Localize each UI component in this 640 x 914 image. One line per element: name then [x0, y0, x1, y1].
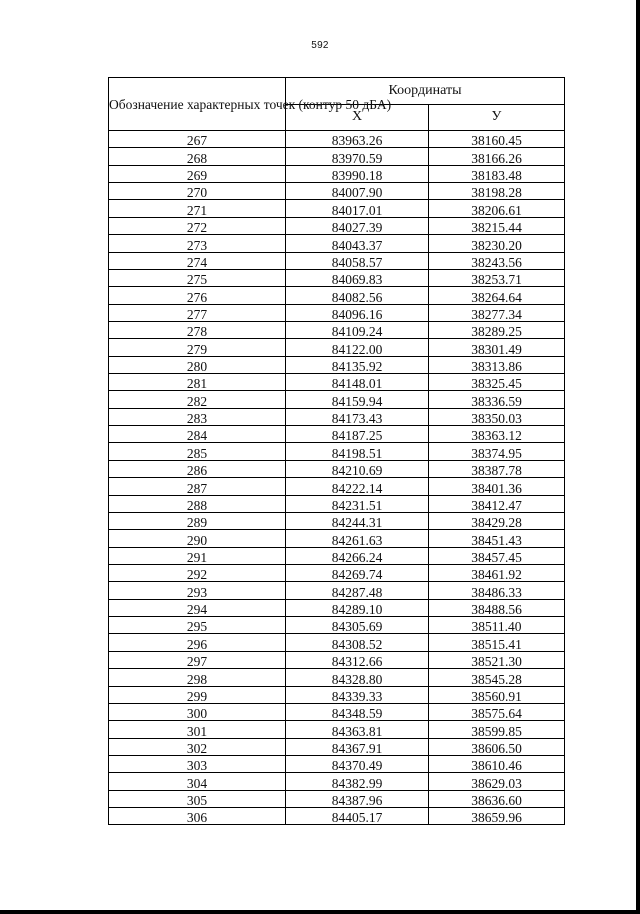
- table-row: [109, 356, 565, 373]
- table-row: [109, 183, 565, 200]
- y-coordinate-cell: 38230.20: [429, 235, 565, 252]
- table-row: [109, 617, 565, 634]
- point-id-cell: 281: [109, 374, 286, 391]
- point-id-cell: 303: [109, 755, 286, 772]
- x-coordinate-cell: 83963.26: [286, 131, 429, 148]
- y-coordinate-cell: 38336.59: [429, 391, 565, 408]
- table-row: [109, 391, 565, 408]
- x-coordinate-cell: 84382.99: [286, 773, 429, 790]
- table-row: [109, 738, 565, 755]
- table-row: [109, 131, 565, 148]
- x-coordinate-cell: 84069.83: [286, 269, 429, 286]
- point-id-cell: 272: [109, 217, 286, 234]
- point-id-cell: 268: [109, 148, 286, 165]
- table-row: [109, 790, 565, 807]
- point-id-cell: 301: [109, 721, 286, 738]
- x-coordinate-cell: 84348.59: [286, 703, 429, 720]
- table-row: [109, 808, 565, 825]
- table-row: [109, 287, 565, 304]
- x-coordinate-cell: 84269.74: [286, 564, 429, 581]
- x-coordinate-cell: 84308.52: [286, 634, 429, 651]
- x-coordinate-cell: 84109.24: [286, 321, 429, 338]
- x-coordinate-cell: 84370.49: [286, 755, 429, 772]
- y-coordinate-cell: 38374.95: [429, 443, 565, 460]
- point-id-cell: 279: [109, 339, 286, 356]
- x-coordinate-cell: 84289.10: [286, 599, 429, 616]
- point-id-cell: 288: [109, 495, 286, 512]
- y-coordinate-cell: 38429.28: [429, 512, 565, 529]
- y-coordinate-cell: 38243.56: [429, 252, 565, 269]
- point-id-cell: 299: [109, 686, 286, 703]
- y-coordinate-cell: 38451.43: [429, 530, 565, 547]
- point-id-cell: 290: [109, 530, 286, 547]
- x-coordinate-cell: 84122.00: [286, 339, 429, 356]
- y-coordinate-cell: 38488.56: [429, 599, 565, 616]
- x-coordinate-cell: 84312.66: [286, 651, 429, 668]
- table-row: [109, 235, 565, 252]
- point-id-cell: 296: [109, 634, 286, 651]
- point-id-cell: 275: [109, 269, 286, 286]
- point-id-cell: 277: [109, 304, 286, 321]
- x-coordinate-cell: 83990.18: [286, 165, 429, 182]
- point-id-cell: 302: [109, 738, 286, 755]
- y-coordinate-cell: 38289.25: [429, 321, 565, 338]
- y-coordinate-cell: 38253.71: [429, 269, 565, 286]
- point-id-cell: 273: [109, 235, 286, 252]
- table-row: [109, 547, 565, 564]
- table-row: [109, 721, 565, 738]
- point-id-cell: 294: [109, 599, 286, 616]
- point-id-cell: 289: [109, 512, 286, 529]
- table-row: [109, 460, 565, 477]
- x-coordinate-cell: 84187.25: [286, 426, 429, 443]
- point-id-cell: 276: [109, 287, 286, 304]
- x-coordinate-cell: 84367.91: [286, 738, 429, 755]
- x-coordinate-cell: 84027.39: [286, 217, 429, 234]
- point-id-cell: 282: [109, 391, 286, 408]
- table-row: [109, 200, 565, 217]
- y-coordinate-cell: 38160.45: [429, 131, 565, 148]
- table-row: [109, 495, 565, 512]
- y-coordinate-cell: 38363.12: [429, 426, 565, 443]
- x-coordinate-cell: 84210.69: [286, 460, 429, 477]
- y-coordinate-cell: 38461.92: [429, 564, 565, 581]
- point-id-cell: 280: [109, 356, 286, 373]
- y-coordinate-cell: 38313.86: [429, 356, 565, 373]
- x-coordinate-cell: 84082.56: [286, 287, 429, 304]
- point-id-cell: 300: [109, 703, 286, 720]
- x-coordinate-cell: 84363.81: [286, 721, 429, 738]
- y-coordinate-cell: 38301.49: [429, 339, 565, 356]
- point-id-cell: 284: [109, 426, 286, 443]
- x-coordinate-cell: 84266.24: [286, 547, 429, 564]
- x-coordinate-cell: 84159.94: [286, 391, 429, 408]
- table-row: [109, 148, 565, 165]
- table-header: [109, 78, 565, 131]
- table-row: [109, 339, 565, 356]
- table-row: [109, 512, 565, 529]
- table-row: [109, 582, 565, 599]
- point-id-cell: 278: [109, 321, 286, 338]
- x-coordinate-cell: 84173.43: [286, 408, 429, 425]
- y-column-header: У: [429, 104, 565, 131]
- table-row: [109, 599, 565, 616]
- x-coordinate-cell: 84339.33: [286, 686, 429, 703]
- point-id-cell: 305: [109, 790, 286, 807]
- page-number: 592: [311, 40, 329, 51]
- table-row: [109, 669, 565, 686]
- table-row: [109, 634, 565, 651]
- table-row: [109, 426, 565, 443]
- point-id-cell: 270: [109, 183, 286, 200]
- y-coordinate-cell: 38264.64: [429, 287, 565, 304]
- y-coordinate-cell: 38560.91: [429, 686, 565, 703]
- point-id-cell: 291: [109, 547, 286, 564]
- y-coordinate-cell: 38610.46: [429, 755, 565, 772]
- x-coordinate-cell: 84244.31: [286, 512, 429, 529]
- point-id-cell: 283: [109, 408, 286, 425]
- y-coordinate-cell: 38198.28: [429, 183, 565, 200]
- point-id-cell: 293: [109, 582, 286, 599]
- table-row: [109, 321, 565, 338]
- table-row: [109, 269, 565, 286]
- x-coordinate-cell: 84148.01: [286, 374, 429, 391]
- y-coordinate-cell: 38511.40: [429, 617, 565, 634]
- table-row: [109, 304, 565, 321]
- y-coordinate-cell: 38350.03: [429, 408, 565, 425]
- y-coordinate-cell: 38183.48: [429, 165, 565, 182]
- y-coordinate-cell: 38659.96: [429, 808, 565, 825]
- coordinates-group-header: Координаты: [286, 78, 565, 105]
- y-coordinate-cell: 38412.47: [429, 495, 565, 512]
- y-coordinate-cell: 38636.60: [429, 790, 565, 807]
- y-coordinate-cell: 38606.50: [429, 738, 565, 755]
- y-coordinate-cell: 38486.33: [429, 582, 565, 599]
- table-row: [109, 755, 565, 772]
- y-coordinate-cell: 38575.64: [429, 703, 565, 720]
- y-coordinate-cell: 38521.30: [429, 651, 565, 668]
- x-coordinate-cell: 84043.37: [286, 235, 429, 252]
- x-coordinate-cell: 84305.69: [286, 617, 429, 634]
- y-coordinate-cell: 38215.44: [429, 217, 565, 234]
- y-coordinate-cell: 38206.61: [429, 200, 565, 217]
- table-row: [109, 165, 565, 182]
- y-coordinate-cell: 38277.34: [429, 304, 565, 321]
- x-column-header: Х: [286, 104, 429, 131]
- point-id-cell: 269: [109, 165, 286, 182]
- point-column-header: Обозначение характерных точек (контур 50 дБА): [109, 78, 286, 131]
- x-coordinate-cell: 84058.57: [286, 252, 429, 269]
- table-row: [109, 530, 565, 547]
- point-id-cell: 285: [109, 443, 286, 460]
- point-id-cell: 274: [109, 252, 286, 269]
- x-coordinate-cell: 84017.01: [286, 200, 429, 217]
- point-id-cell: 297: [109, 651, 286, 668]
- x-coordinate-cell: 84261.63: [286, 530, 429, 547]
- coordinates-table: [108, 77, 565, 825]
- table-row: [109, 478, 565, 495]
- table-row: [109, 703, 565, 720]
- x-coordinate-cell: 84222.14: [286, 478, 429, 495]
- table-row: [109, 374, 565, 391]
- y-coordinate-cell: 38387.78: [429, 460, 565, 477]
- table-body: [109, 131, 565, 825]
- x-coordinate-cell: 84328.80: [286, 669, 429, 686]
- y-coordinate-cell: 38457.45: [429, 547, 565, 564]
- table-row: [109, 686, 565, 703]
- x-coordinate-cell: 84007.90: [286, 183, 429, 200]
- point-id-cell: 306: [109, 808, 286, 825]
- y-coordinate-cell: 38515.41: [429, 634, 565, 651]
- y-coordinate-cell: 38401.36: [429, 478, 565, 495]
- x-coordinate-cell: 84405.17: [286, 808, 429, 825]
- x-coordinate-cell: 84287.48: [286, 582, 429, 599]
- x-coordinate-cell: 84198.51: [286, 443, 429, 460]
- table-row: [109, 252, 565, 269]
- table-row: [109, 773, 565, 790]
- y-coordinate-cell: 38325.45: [429, 374, 565, 391]
- y-coordinate-cell: 38545.28: [429, 669, 565, 686]
- x-coordinate-cell: 84096.16: [286, 304, 429, 321]
- point-id-cell: 304: [109, 773, 286, 790]
- x-coordinate-cell: 83970.59: [286, 148, 429, 165]
- table-row: [109, 651, 565, 668]
- y-coordinate-cell: 38599.85: [429, 721, 565, 738]
- point-id-cell: 298: [109, 669, 286, 686]
- table-row: [109, 564, 565, 581]
- y-coordinate-cell: 38629.03: [429, 773, 565, 790]
- point-id-cell: 267: [109, 131, 286, 148]
- point-id-cell: 292: [109, 564, 286, 581]
- x-coordinate-cell: 84387.96: [286, 790, 429, 807]
- point-id-cell: 287: [109, 478, 286, 495]
- table-row: [109, 443, 565, 460]
- x-coordinate-cell: 84231.51: [286, 495, 429, 512]
- point-id-cell: 286: [109, 460, 286, 477]
- x-coordinate-cell: 84135.92: [286, 356, 429, 373]
- y-coordinate-cell: 38166.26: [429, 148, 565, 165]
- point-id-cell: 271: [109, 200, 286, 217]
- point-id-cell: 295: [109, 617, 286, 634]
- table-row: [109, 408, 565, 425]
- table-row: [109, 217, 565, 234]
